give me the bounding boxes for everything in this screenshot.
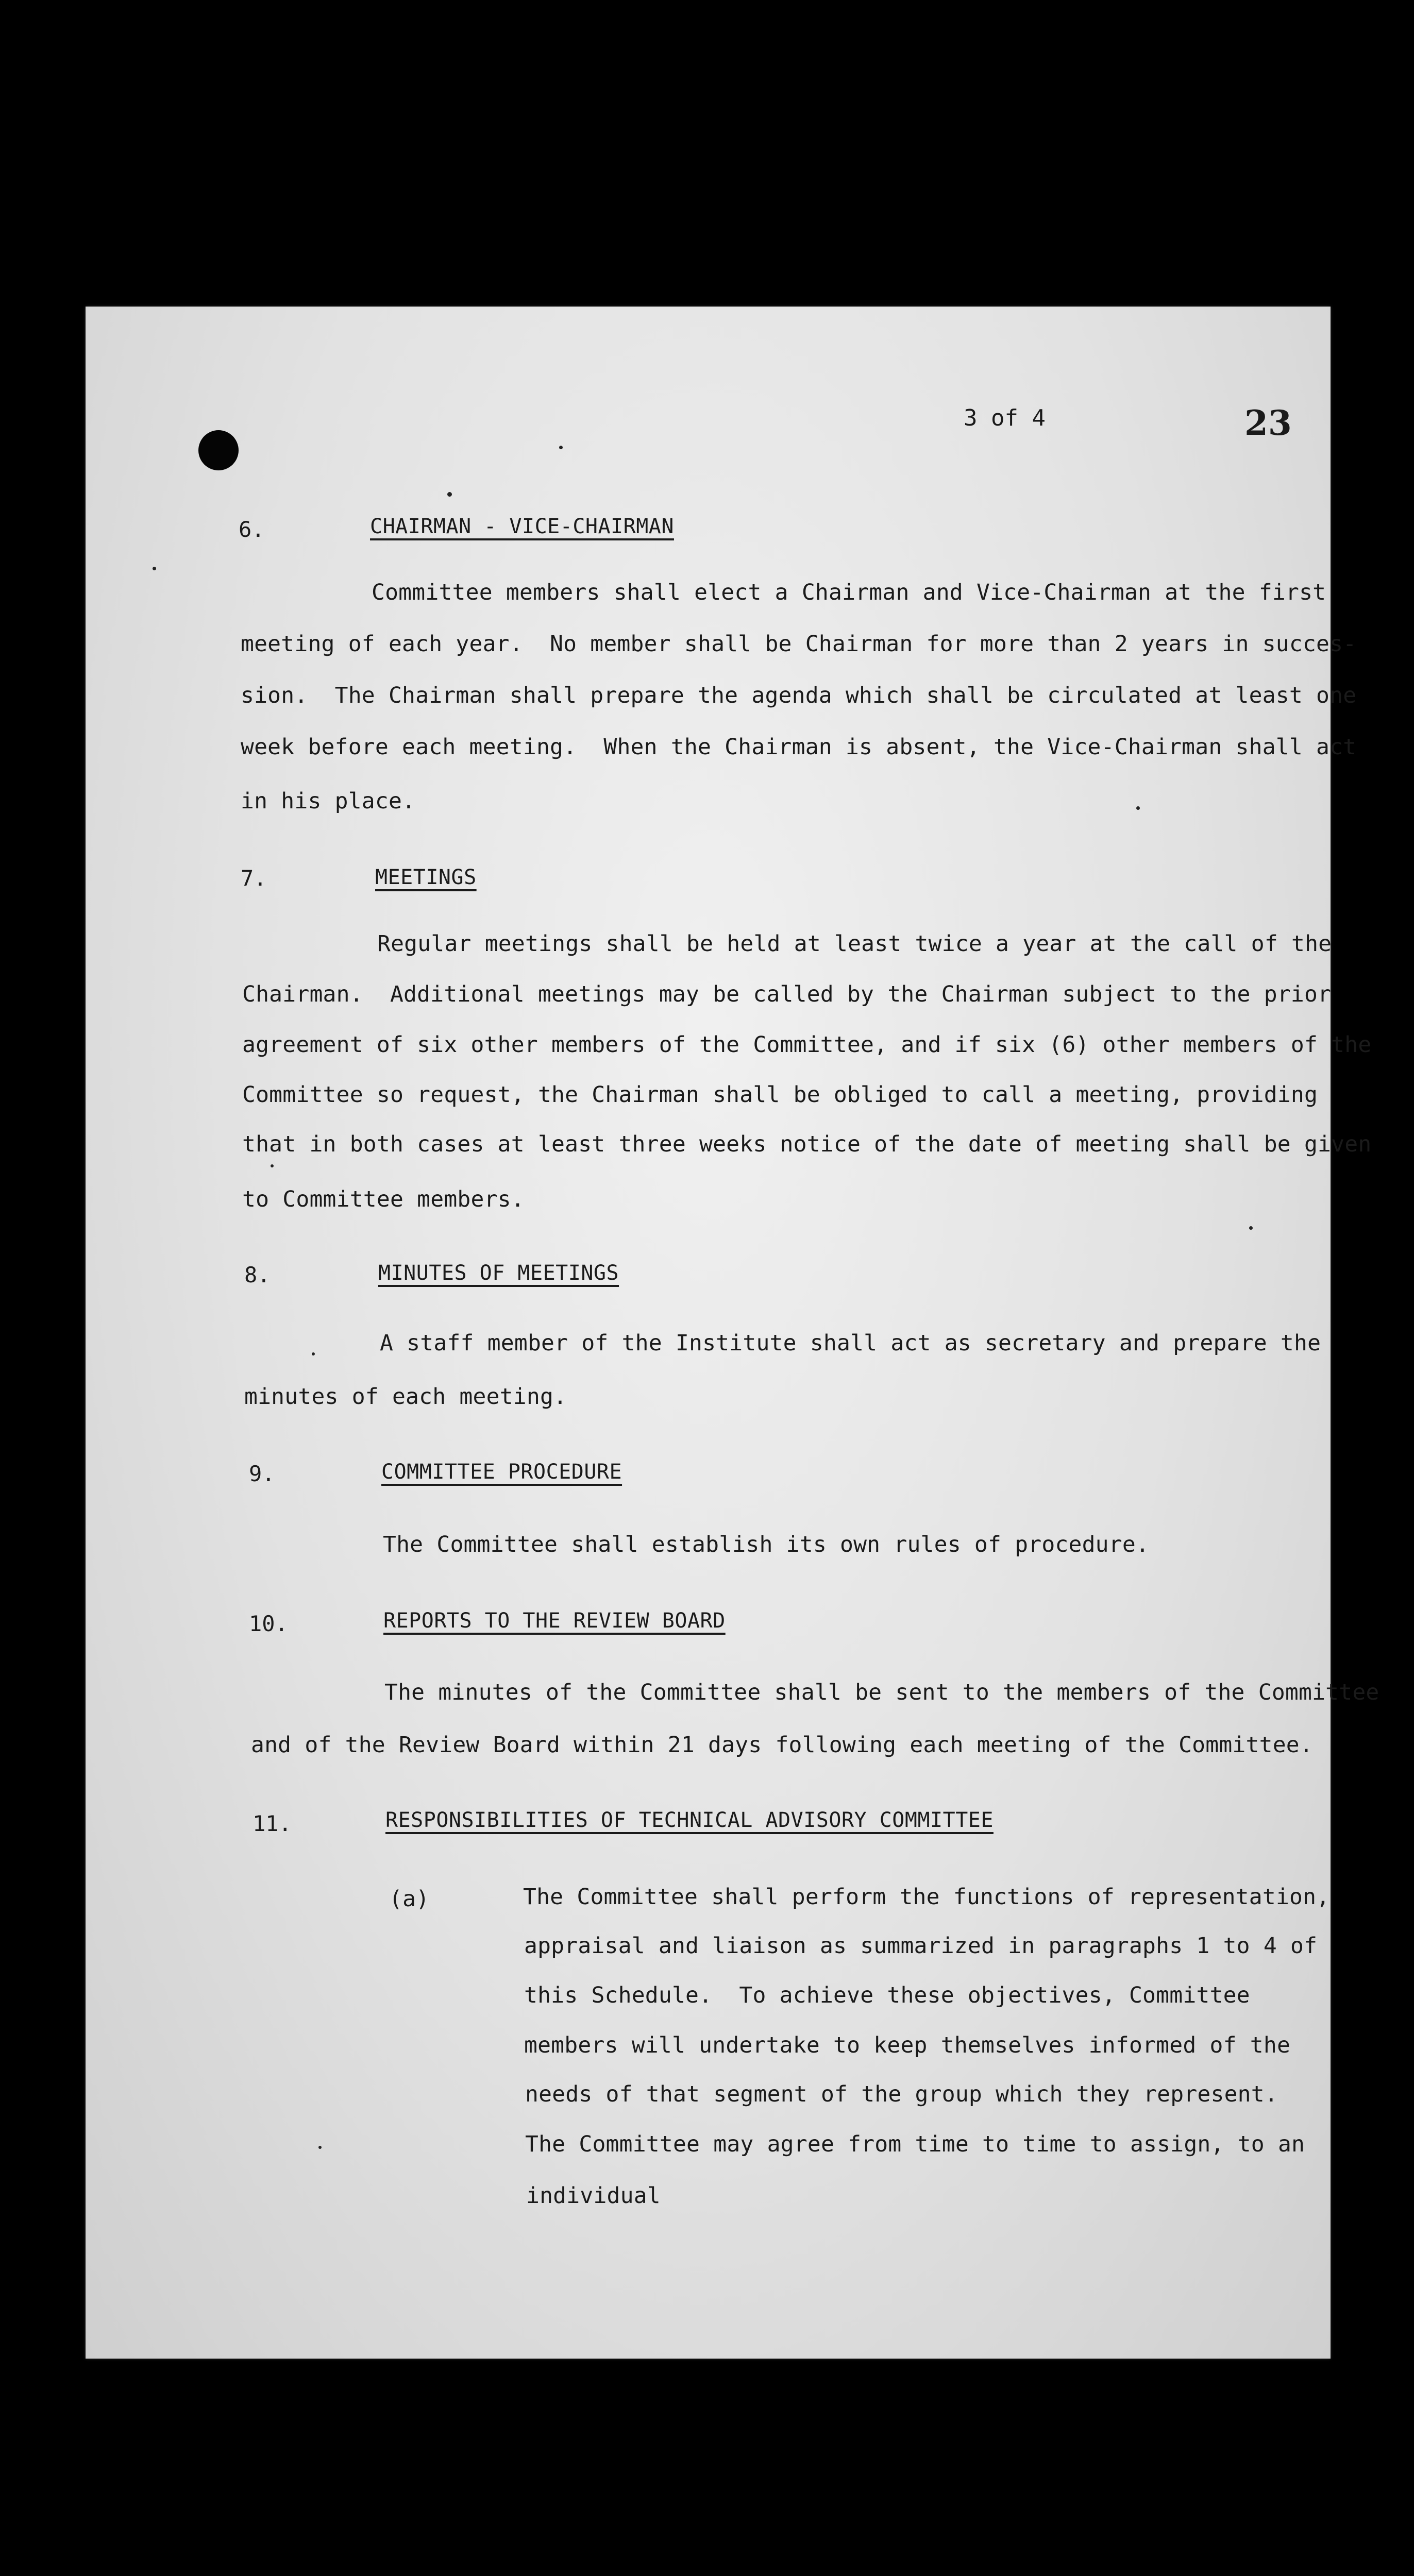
body-line: to Committee members. [242, 1187, 525, 1212]
body-line: meeting of each year. No member shall be Chairman for more than 2 years in succes- [241, 631, 1357, 657]
body-line: agreement of six other members of the Committee, and if six (6) other members of the [242, 1032, 1372, 1058]
body-line: sion. The Chairman shall prepare the agenda which shall be circulated at least one [241, 683, 1357, 708]
body-line: minutes of each meeting. [244, 1384, 567, 1410]
body-line: The Committee may agree from time to time to assign, to an [525, 2131, 1305, 2157]
section-heading: COMMITTEE PROCEDURE [381, 1460, 622, 1484]
body-line: The Committee shall establish its own rules of procedure. [383, 1532, 1150, 1557]
body-line: this Schedule. To achieve these objectives, Committee [524, 1982, 1250, 2008]
section-number: 10. [249, 1611, 288, 1636]
body-line: appraisal and liaison as summarized in paragraphs 1 to 4 of [524, 1933, 1318, 1959]
section-heading: MINUTES OF MEETINGS [378, 1261, 619, 1285]
body-line: members will undertake to keep themselves informed of the [524, 2032, 1291, 2058]
scan-speck [1249, 1226, 1253, 1230]
scan-speck [312, 1352, 315, 1355]
body-line: in his place. [241, 788, 416, 814]
body-line: Regular meetings shall be held at least twice a year at the call of the [377, 931, 1332, 957]
body-line: week before each meeting. When the Chairman is absent, the Vice-Chairman shall act [241, 734, 1357, 760]
section-number: 9. [249, 1461, 275, 1486]
body-line: The Committee shall perform the functions of representation, [523, 1884, 1330, 1910]
body-line: that in both cases at least three weeks notice of the date of meeting shall be given [242, 1131, 1372, 1157]
body-line: Committee members shall elect a Chairman and Vice-Chairman at the first [372, 580, 1326, 605]
scan-speck [1136, 806, 1140, 810]
page-of-label: 3 of 4 [964, 405, 1046, 431]
scan-speck [447, 492, 452, 497]
section-number: 7. [241, 866, 267, 891]
section-heading: RESPONSIBILITIES OF TECHNICAL ADVISORY COMMITTEE [385, 1808, 994, 1832]
punch-hole [198, 430, 239, 470]
list-item-label: (a) [389, 1886, 430, 1912]
scan-speck [271, 1164, 274, 1167]
scan-speck [153, 567, 156, 570]
body-line: needs of that segment of the group which they represent. [525, 2081, 1278, 2107]
section-heading: REPORTS TO THE REVIEW BOARD [383, 1609, 726, 1633]
body-line: and of the Review Board within 21 days following each meeting of the Committee. [251, 1732, 1313, 1758]
page-number: 23 [1244, 403, 1292, 443]
body-line: individual [526, 2183, 661, 2209]
scan-speck [559, 446, 563, 449]
section-heading: MEETINGS [375, 866, 477, 889]
body-line: Chairman. Additional meetings may be called by the Chairman subject to the prior [242, 981, 1332, 1007]
body-line: A staff member of the Institute shall act as secretary and prepare the [380, 1330, 1321, 1356]
body-line: Committee so request, the Chairman shall be obliged to call a meeting, providing [242, 1082, 1318, 1108]
section-heading: CHAIRMAN - VICE-CHAIRMAN [370, 515, 674, 538]
body-line: The minutes of the Committee shall be sent to the members of the Committee [384, 1680, 1379, 1705]
scan-speck [318, 2146, 322, 2149]
section-number: 6. [239, 517, 265, 542]
section-number: 11. [252, 1811, 292, 1836]
section-number: 8. [244, 1262, 271, 1287]
